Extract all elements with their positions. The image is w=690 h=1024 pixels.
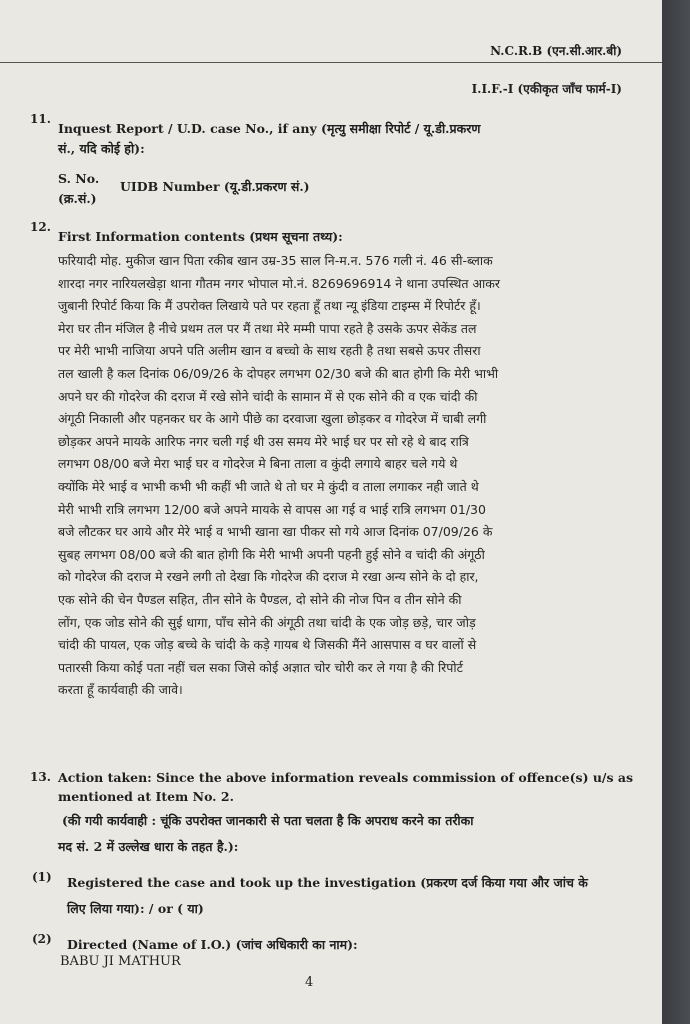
registered-case-line2: लिए लिया गया): / or ( या) [67,901,204,916]
item11-number: 11. [30,112,51,126]
sno-label: S. No. [58,171,100,186]
fir-line: बजे लौटकर घर आये और मेरे भाई व भाभी खाना खा पीकर सो गये आज दिनांक 07/09/26 के [58,524,493,540]
uidb-number-label: UIDB Number (यू.डी.प्रकरण सं.) [120,179,310,194]
background-edge [662,0,690,1024]
ncrb-header: N.C.R.B (एन.सी.आर.बी) [490,44,622,58]
action-taken-line2: mentioned at Item No. 2. [58,789,234,804]
item13-number: 13. [30,770,51,784]
sno-label-hindi: (क्र.सं.) [58,191,97,206]
header-divider [0,62,662,63]
fir-line: लोंग, एक जोड सोने की सुई धागा, पाँच सोने की अंगूठी तथा चांदी के एक जोड़ छड़े, चार जोड़ [58,614,476,630]
fir-line: छोड़कर अपने मायके आरिफ नगर चली गई थी उस समय मेरे भाई घर पर सो रहे थे बाद रात्रि [58,433,469,449]
fir-line: सुबह लगभग 08/00 बजे की बात होगी कि मेरी भाभी अपनी पहनी हुई सोने व चांदी की अंगूठी [58,546,485,562]
fir-line: करता हूँ कार्यवाही की जावे। [58,682,183,698]
fir-line: क्योंकि मेरे भाई व भाभी कभी भी कहीं भी जाते थे तो घर मे कुंदी व ताला लगाकर नही जाते थे [58,478,479,494]
registered-case-line1: Registered the case and took up the investigation (प्रकरण दर्ज किया गया और जांच के [67,875,588,890]
fir-line: चांदी की पायल, एक जोड़ बच्चे के चांदी के कड़े गायब थे जिसकी मैंने आसपास व घर वालों से [58,637,477,653]
form-title: I.I.F.-I (एकीकृत जाँच फार्म-I) [471,82,622,96]
item11-label-line1: Inquest Report / U.D. case No., if any (मृत्यु समीक्षा रिपोर्ट / यू.डी.प्रकरण [58,121,481,136]
action-taken-line1: Action taken: Since the above information reveals commission of offence(s) u/s as [58,770,634,785]
sub-item2-number: (2) [32,932,52,946]
fir-line: मेरा घर तीन मंजिल है नीचे प्रथम तल पर मैं तथा मेरे मम्मी पापा रहते है उसके ऊपर सेकेंड तल [58,320,477,336]
fir-line: अपने घर की गोदरेज की दराज में रखे सोने चांदी के सामान में से एक सोने की व एक चांदी की [58,388,478,404]
page-number: 4 [305,975,314,990]
fir-line: को गोदरेज की दराज मे रखने लगी तो देखा कि गोदरेज की दराज मे रखा अन्य सोने के दो हार, [58,569,479,585]
sub-item1-number: (1) [32,870,52,884]
fir-line: अंगूठी निकाली और पहनकर घर के आगे पीछे का दरवाजा खुला छोड़कर व गोदरेज में चाबी लगी [58,411,487,427]
fir-line: तल खाली है कल दिनांक 06/09/26 के दोपहर लगभग 02/30 बजे की बात होगी कि मेरी भाभी [58,365,499,381]
action-taken-hindi2: मद सं. 2 में उल्लेख धारा के तहत है.): [58,839,239,854]
fir-line: फरियादी मोह. मुकीज खान पिता रकीब खान उम्र-35 साल नि-म.न. 576 गली नं. 46 सी-ब्लाक [58,253,493,268]
first-information-title: First Information contents (प्रथम सूचना तथ्य): [58,229,343,244]
io-name-value: BABU JI MATHUR [60,954,181,969]
fir-line: एक सोने की चेन पैण्डल सहित, तीन सोने के पैण्डल, दो सोने की नोज पिन व तीन सोने की [58,591,462,607]
io-name-label: Directed (Name of I.O.) (जांच अधिकारी का नाम): [67,937,358,952]
fir-line: शारदा नगर नारियलखेड़ा थाना गौतम नगर भोपाल मो.नं. 8269696914 ने थाना उपस्थित आकर [58,275,500,291]
first-information-body [58,250,646,702]
fir-line: पर मेरी भाभी नाजिया अपने पति अलीम खान व बच्चो के साथ रहती है तथा सबसे ऊपर तीसरा [58,343,481,359]
item11-label-line2: सं., यदि कोई हो): [58,141,145,156]
item12-number: 12. [30,220,51,234]
fir-line: मेरी भाभी रात्रि लगभग 12/00 बजे अपने मायके से वापस आ गई व भाई रात्रि लगभग 01/30 [58,501,486,517]
fir-line: लगभग 08/00 बजे मेरा भाई घर व गोदरेज मे बिना ताला व कुंदी लगाये बाहर चले गये थे [58,456,458,472]
action-taken-hindi1: (की गयी कार्यवाही : चूंकि उपरोक्त जानकारी से पता चलता है कि अपराध करने का तरीका [62,813,474,828]
fir-line: जुबानी रिपोर्ट किया कि मैं उपरोक्त लिखाये पते पर रहता हूँ तथा न्यू इंडिया टाइम्स में रिपोर्टर हूँ। [58,298,481,314]
fir-line: पतारसी किया कोई पता नहीं चल सका जिसे कोई अज्ञात चोर चोरी कर ले गया है की रिपोर्ट [58,659,463,675]
